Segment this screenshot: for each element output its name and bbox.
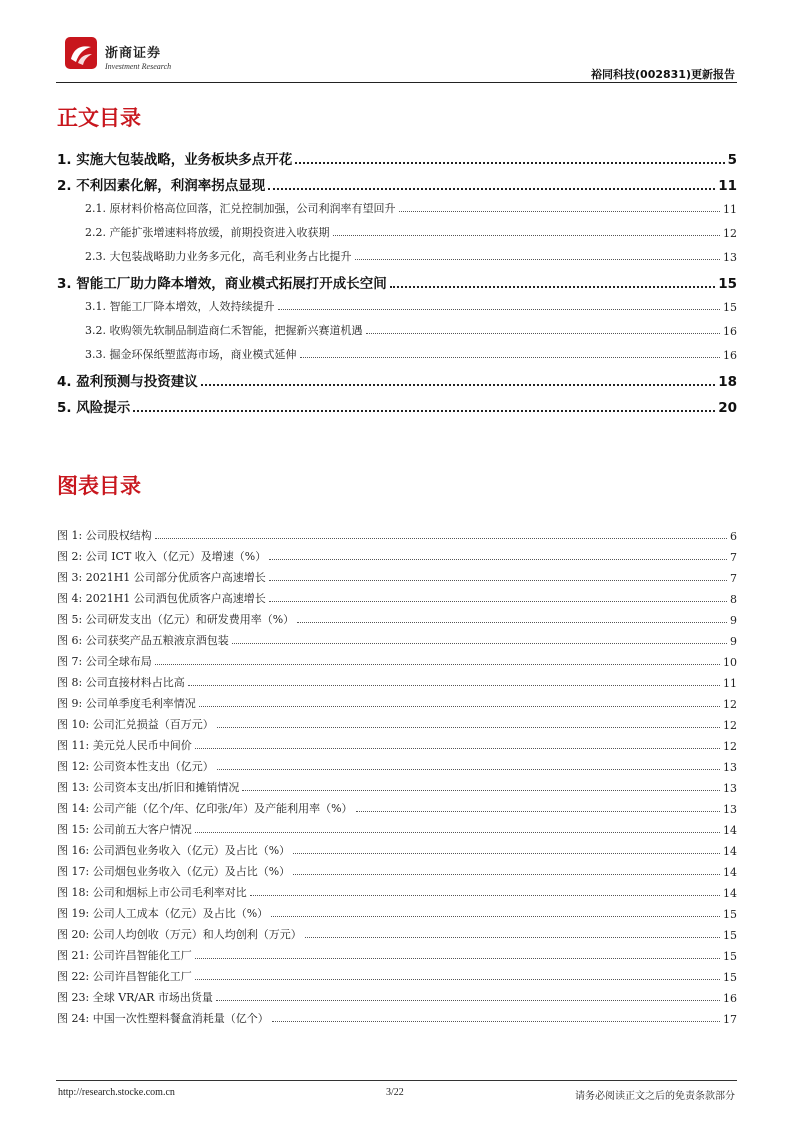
figure-item-page: 15: [723, 908, 737, 921]
toc-item-page: 11: [723, 203, 737, 216]
figure-item[interactable]: [57, 632, 737, 648]
figure-item-label: 图 6: 公司获奖产品五粮液京酒包装: [57, 634, 229, 647]
toc-item-label: 3.1. 智能工厂降本增效，人效持续提升: [85, 300, 275, 313]
leader-dots: [155, 663, 720, 665]
figure-item-page: 6: [730, 530, 737, 543]
figure-item-label: 图 10: 公司汇兑损益（百万元）: [57, 718, 214, 731]
figure-item-page: 7: [730, 572, 737, 585]
leader-dots: [199, 705, 720, 707]
figure-item-label: 图 13: 公司资本支出/折旧和摊销情况: [57, 781, 240, 794]
figure-item-page: 14: [723, 845, 737, 858]
figure-item[interactable]: [57, 590, 737, 606]
toc-item-label: 3.3. 掘金环保纸塑蓝海市场，商业模式延伸: [85, 348, 297, 361]
toc-item-page: 16: [723, 325, 737, 338]
leader-dots: [333, 234, 721, 236]
figure-item[interactable]: [57, 548, 737, 564]
toc-item[interactable]: [57, 322, 737, 338]
figure-item-page: 16: [723, 992, 737, 1005]
leader-dots: [195, 978, 720, 980]
leader-dots: [242, 789, 720, 791]
leader-dots: [300, 356, 721, 358]
leader-dots: [133, 409, 715, 412]
figure-item[interactable]: [57, 1010, 737, 1026]
figure-item-page: 12: [723, 719, 737, 732]
figure-item-label: 图 21: 公司许昌智能化工厂: [57, 949, 192, 962]
page-number: 3/22: [386, 1087, 404, 1098]
figure-item[interactable]: [57, 884, 737, 900]
leader-dots: [390, 285, 715, 288]
figure-item[interactable]: [57, 611, 737, 627]
leader-dots: [272, 1020, 720, 1022]
figure-item-label: 图 23: 全球 VR/AR 市场出货量: [57, 991, 213, 1004]
figure-item-label: 图 22: 公司许昌智能化工厂: [57, 970, 192, 983]
figure-item-page: 13: [723, 782, 737, 795]
figure-item[interactable]: [57, 569, 737, 585]
figure-item-label: 图 12: 公司资本性支出（亿元）: [57, 760, 214, 773]
toc-item[interactable]: [57, 346, 737, 362]
figure-item-label: 图 1: 公司股权结构: [57, 529, 152, 542]
figure-item-page: 15: [723, 929, 737, 942]
figure-item-page: 9: [730, 635, 737, 648]
figure-item[interactable]: [57, 905, 737, 921]
figure-item[interactable]: [57, 716, 737, 732]
leader-dots: [201, 383, 715, 386]
figures-title: 图表目录: [57, 474, 141, 498]
toc-item[interactable]: [57, 272, 737, 292]
toc-item[interactable]: [57, 396, 737, 416]
toc-item[interactable]: [57, 148, 737, 168]
toc-item-page: 20: [718, 400, 737, 416]
leader-dots: [195, 957, 720, 959]
figure-item-page: 10: [723, 656, 737, 669]
toc-item[interactable]: [57, 224, 737, 240]
header-divider: [56, 82, 737, 83]
toc-item-page: 5: [727, 152, 737, 168]
toc-item[interactable]: [57, 248, 737, 264]
figure-item[interactable]: [57, 695, 737, 711]
toc-item[interactable]: [57, 174, 737, 194]
figure-item-label: 图 16: 公司酒包业务收入（亿元）及占比（%）: [57, 844, 291, 857]
toc-item[interactable]: [57, 370, 737, 390]
toc-item-page: 11: [718, 178, 737, 194]
figure-item[interactable]: [57, 842, 737, 858]
footer-disclaimer: 请务必阅读正文之后的免责条款部分: [575, 1091, 735, 1102]
leader-dots: [195, 747, 720, 749]
toc-item-page: 13: [723, 251, 737, 264]
figure-item-page: 11: [723, 677, 737, 690]
figure-item-page: 9: [730, 614, 737, 627]
toc-item-label: 5. 风险提示: [57, 400, 131, 416]
figure-item-label: 图 2: 公司 ICT 收入（亿元）及增速（%）: [57, 550, 267, 563]
toc-item-page: 18: [718, 374, 737, 390]
figure-item-label: 图 24: 中国一次性塑料餐盒消耗量（亿个）: [57, 1012, 269, 1025]
company-logo: [64, 36, 98, 70]
figure-item-label: 图 9: 公司单季度毛利率情况: [57, 697, 196, 710]
toc-item-page: 15: [718, 276, 737, 292]
footer-divider: [56, 1080, 737, 1081]
figure-item-label: 图 20: 公司人均创收（万元）和人均创利（万元）: [57, 928, 302, 941]
leader-dots: [269, 558, 727, 560]
figure-item-label: 图 14: 公司产能（亿个/年、亿印张/年）及产能利用率（%）: [57, 802, 353, 815]
leader-dots: [250, 894, 720, 896]
figure-item[interactable]: [57, 968, 737, 984]
figure-item[interactable]: [57, 926, 737, 942]
leader-dots: [271, 915, 720, 917]
leader-dots: [195, 831, 720, 833]
figure-item-page: 15: [723, 950, 737, 963]
figure-item[interactable]: [57, 800, 737, 816]
leader-dots: [278, 308, 721, 310]
figure-item[interactable]: [57, 758, 737, 774]
leader-dots: [355, 258, 721, 260]
toc-item-label: 1. 实施大包装战略，业务板块多点开花: [57, 152, 293, 168]
footer-url[interactable]: http://research.stocke.com.cn: [58, 1087, 175, 1098]
leader-dots: [356, 810, 720, 812]
figure-item-page: 14: [723, 866, 737, 879]
leader-dots: [269, 600, 727, 602]
leader-dots: [216, 999, 720, 1001]
leader-dots: [293, 852, 720, 854]
figure-item[interactable]: [57, 674, 737, 690]
toc-item-page: 12: [723, 227, 737, 240]
figure-item[interactable]: [57, 527, 737, 543]
leader-dots: [366, 332, 721, 334]
figure-item-label: 图 17: 公司烟包业务收入（亿元）及占比（%）: [57, 865, 291, 878]
toc-item-label: 2. 不利因素化解，利润率拐点显现: [57, 178, 266, 194]
leader-dots: [232, 642, 727, 644]
figure-item-page: 14: [723, 824, 737, 837]
report-title: 裕同科技(002831)更新报告: [591, 68, 735, 81]
figure-item-label: 图 18: 公司和烟标上市公司毛利率对比: [57, 886, 247, 899]
figure-item[interactable]: [57, 653, 737, 669]
leader-dots: [188, 684, 720, 686]
figure-item-label: 图 8: 公司直接材料占比高: [57, 676, 185, 689]
figure-item-page: 17: [723, 1013, 737, 1026]
figure-item-label: 图 3: 2021H1 公司部分优质客户高速增长: [57, 571, 266, 584]
figure-item-page: 15: [723, 971, 737, 984]
leader-dots: [399, 210, 721, 212]
figure-item-page: 13: [723, 803, 737, 816]
toc-item[interactable]: [57, 298, 737, 314]
figure-item-label: 图 19: 公司人工成本（亿元）及占比（%）: [57, 907, 269, 920]
toc-item-page: 16: [723, 349, 737, 362]
brand-name-cn: 浙商证券: [105, 46, 162, 61]
leader-dots: [217, 726, 720, 728]
figure-item[interactable]: [57, 989, 737, 1005]
leader-dots: [293, 873, 720, 875]
figure-item-label: 图 7: 公司全球布局: [57, 655, 152, 668]
leader-dots: [268, 187, 715, 190]
figure-item-page: 7: [730, 551, 737, 564]
toc-item-label: 4. 盈利预测与投资建议: [57, 374, 198, 390]
figure-item[interactable]: [57, 779, 737, 795]
figure-item-page: 14: [723, 887, 737, 900]
toc-item-label: 2.1. 原材料价格高位回落，汇兑控制加强，公司利润率有望回升: [85, 202, 396, 215]
toc-item-label: 3.2. 收购领先软制品制造商仁禾智能，把握新兴赛道机遇: [85, 324, 363, 337]
figure-item-page: 13: [723, 761, 737, 774]
toc-item-page: 15: [723, 301, 737, 314]
toc-item-label: 2.3. 大包装战略助力业务多元化，高毛利业务占比提升: [85, 250, 352, 263]
toc-item-label: 3. 智能工厂助力降本增效，商业模式拓展打开成长空间: [57, 276, 387, 292]
figure-item-page: 12: [723, 698, 737, 711]
figure-item-page: 8: [730, 593, 737, 606]
figure-item[interactable]: [57, 863, 737, 879]
leader-dots: [155, 537, 727, 539]
brand-name-en: Investment Research: [105, 62, 172, 71]
toc-item[interactable]: [57, 200, 737, 216]
figure-item-label: 图 4: 2021H1 公司酒包优质客户高速增长: [57, 592, 266, 605]
figure-item-page: 12: [723, 740, 737, 753]
toc-title: 正文目录: [57, 106, 141, 130]
figure-item[interactable]: [57, 947, 737, 963]
figure-item-label: 图 11: 美元兑人民币中间价: [57, 739, 192, 752]
figure-item[interactable]: [57, 821, 737, 837]
figure-item-label: 图 15: 公司前五大客户情况: [57, 823, 192, 836]
leader-dots: [269, 579, 727, 581]
toc-item-label: 2.2. 产能扩张增速料将放缓，前期投资进入收获期: [85, 226, 330, 239]
leader-dots: [305, 936, 720, 938]
figure-item[interactable]: [57, 737, 737, 753]
leader-dots: [295, 161, 724, 164]
figure-item-label: 图 5: 公司研发支出（亿元）和研发费用率（%）: [57, 613, 295, 626]
leader-dots: [297, 621, 727, 623]
leader-dots: [217, 768, 720, 770]
